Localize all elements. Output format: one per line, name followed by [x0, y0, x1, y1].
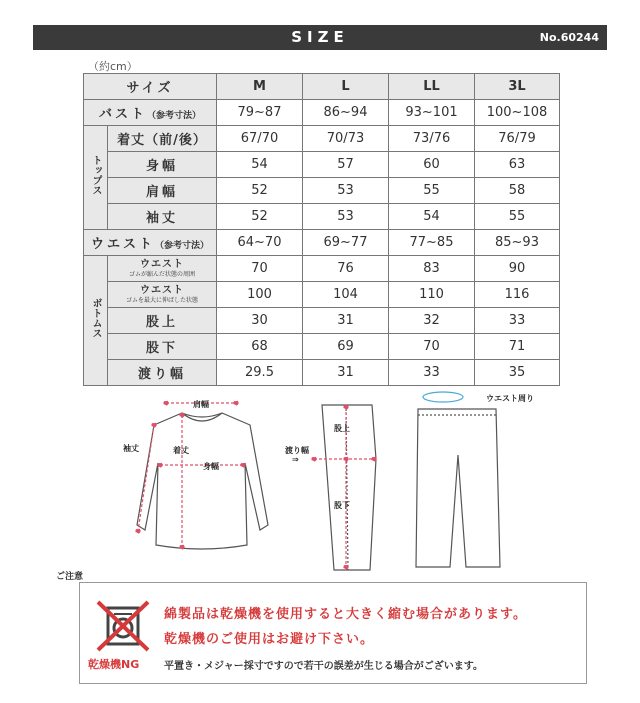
table-row: [84, 100, 560, 126]
caution-box: [79, 582, 587, 684]
table-row: [84, 230, 560, 256]
table-cell: 73/76: [389, 126, 475, 152]
size-col-3l: 3L: [475, 74, 560, 100]
body-width-label: 身幅: [203, 462, 219, 471]
bottoms-group-label: [84, 256, 108, 386]
top-illustration: [137, 413, 268, 549]
table-cell: 52: [217, 204, 303, 230]
table-cell: 68: [217, 334, 303, 360]
table-row: [84, 204, 560, 230]
table-cell: 58: [475, 178, 560, 204]
table-row: [84, 360, 560, 386]
table-cell: 76: [303, 256, 389, 282]
table-cell: 60: [389, 152, 475, 178]
row-label: 股下: [108, 334, 217, 360]
size-table: [83, 73, 560, 386]
table-cell: 55: [475, 204, 560, 230]
table-cell: 57: [303, 152, 389, 178]
table-cell: 104: [303, 282, 389, 308]
table-cell: 69: [303, 334, 389, 360]
size-col-m: M: [217, 74, 303, 100]
table-cell: 70/73: [303, 126, 389, 152]
tops-group-text: トップス: [90, 154, 101, 195]
row-label: 着丈（前/後）: [108, 126, 217, 152]
shoulder-width-label: 肩幅: [193, 400, 209, 409]
size-title: SIZE: [291, 28, 349, 46]
caution-line-3: 平置き・メジャー採寸ですので若干の誤差が生じる場合がございます。: [164, 661, 483, 672]
table-cell: 32: [389, 308, 475, 334]
waist-label: [84, 230, 217, 256]
table-cell: 70: [217, 256, 303, 282]
pants-front-illustration: [416, 409, 500, 567]
row-label: 股上: [108, 308, 217, 334]
row-label-text: ウエスト: [140, 259, 184, 270]
table-cell: 85~93: [475, 230, 560, 256]
garment-diagrams-svg: [100, 385, 580, 580]
waist-label-text: ウエスト: [90, 237, 155, 252]
table-cell: 76/79: [475, 126, 560, 152]
size-col-l: L: [303, 74, 389, 100]
table-cell: 31: [303, 360, 389, 386]
table-cell: 83: [389, 256, 475, 282]
table-cell: 52: [217, 178, 303, 204]
table-cell: 53: [303, 178, 389, 204]
size-header: [33, 25, 607, 50]
unit-note: （約cm）: [88, 60, 138, 73]
table-row: [84, 152, 560, 178]
no-dryer-icon: [94, 598, 152, 654]
table-cell: 67/70: [217, 126, 303, 152]
table-row: [84, 178, 560, 204]
row-label-note: ゴムが縮んだ状態の周囲: [128, 271, 195, 278]
table-row: [84, 308, 560, 334]
dryer-ng-label: 乾燥機NG: [88, 658, 140, 671]
table-cell: 100: [217, 282, 303, 308]
table-row: [84, 256, 560, 282]
rise-label: 股上: [334, 424, 350, 433]
table-cell: 79~87: [217, 100, 303, 126]
table-cell: 54: [389, 204, 475, 230]
row-label: [108, 256, 217, 282]
tops-group-label: [84, 126, 108, 230]
table-cell: 29.5: [217, 360, 303, 386]
table-cell: 77~85: [389, 230, 475, 256]
table-cell: 86~94: [303, 100, 389, 126]
body-length-label: 着丈: [173, 446, 189, 455]
row-label-text: ウエスト: [140, 285, 184, 296]
bust-label-sub: （参考寸法）: [147, 111, 202, 121]
table-cell: 55: [389, 178, 475, 204]
table-cell: 54: [217, 152, 303, 178]
thigh-arrow: ⇒: [292, 455, 299, 464]
thigh-width-label: 渡り幅: [285, 446, 309, 455]
row-label: 身幅: [108, 152, 217, 178]
measurement-diagrams: [100, 385, 580, 580]
table-cell: 70: [389, 334, 475, 360]
table-header-row: [84, 74, 560, 100]
bottoms-group-text: ボトムス: [90, 297, 101, 338]
caution-line-1: 綿製品は乾燥機を使用すると大きく縮む場合があります。: [164, 607, 527, 622]
table-row: [84, 282, 560, 308]
table-cell: 116: [475, 282, 560, 308]
table-cell: 63: [475, 152, 560, 178]
table-row: [84, 126, 560, 152]
inseam-label: 股下: [334, 501, 350, 510]
table-cell: 30: [217, 308, 303, 334]
sleeve-length-label: 袖丈: [123, 444, 139, 453]
table-cell: 69~77: [303, 230, 389, 256]
table-cell: 93~101: [389, 100, 475, 126]
waist-around-label: ウエスト周り: [486, 394, 534, 403]
table-cell: 31: [303, 308, 389, 334]
table-cell: 64~70: [217, 230, 303, 256]
product-number: No.60244: [539, 31, 599, 44]
waist-label-sub: （参考寸法）: [155, 241, 210, 251]
row-label: 袖丈: [108, 204, 217, 230]
row-label: 肩幅: [108, 178, 217, 204]
table-cell: 33: [475, 308, 560, 334]
caution-line-2: 乾燥機のご使用はお避け下さい。: [164, 632, 375, 647]
row-label: [108, 282, 217, 308]
table-row: [84, 334, 560, 360]
row-label: 渡り幅: [108, 360, 217, 386]
caution-title: ご注意: [56, 572, 84, 582]
table-cell: 71: [475, 334, 560, 360]
waist-around-indicator: [423, 392, 463, 402]
bust-label-text: バスト: [98, 107, 147, 122]
bust-label: [84, 100, 217, 126]
table-cell: 33: [389, 360, 475, 386]
table-cell: 100~108: [475, 100, 560, 126]
size-col-ll: LL: [389, 74, 475, 100]
table-cell: 110: [389, 282, 475, 308]
row-label-note: ゴムを最大に伸ばした状態: [125, 297, 198, 304]
size-header-cell: サイズ: [84, 74, 217, 100]
table-cell: 53: [303, 204, 389, 230]
table-cell: 90: [475, 256, 560, 282]
table-cell: 35: [475, 360, 560, 386]
top-measure-lines: [136, 401, 245, 549]
